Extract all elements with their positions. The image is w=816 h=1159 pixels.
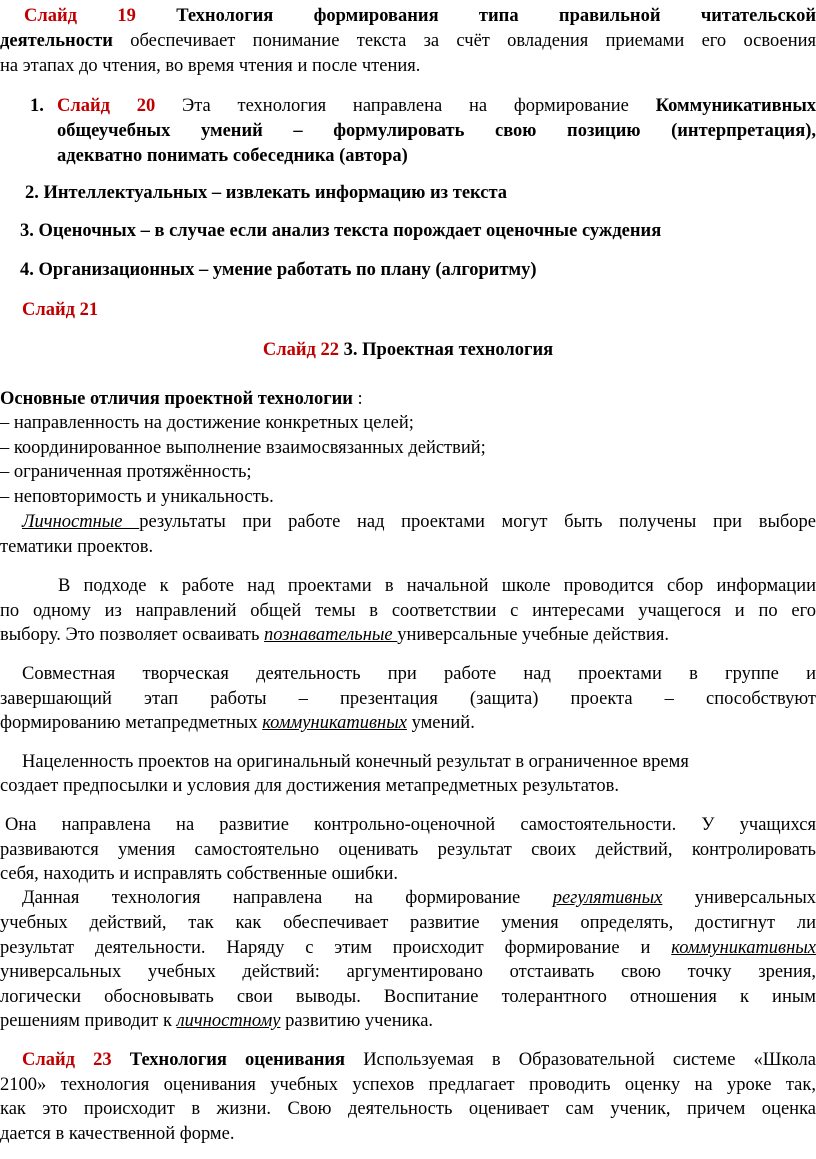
text-run: Технология формирования типа правильной читательской [176,6,816,26]
text-run: универсальных учебных действий: аргументировано отстаивать свою точку зрения, [0,962,816,982]
text-run: учебных действий, так как обеспечивает развитие умения определять, достигнут ли [0,913,816,933]
text-line [0,711,475,736]
text-run: – ограниченная протяжённость; [0,462,252,482]
text-run: развитию ученика. [280,1011,434,1031]
text-run: Совместная творческая деятельность при работе над проектами в группе и [22,664,816,684]
text-run: обеспечивает понимание текста за счёт овладения приемами его освоения [130,31,816,51]
text-run: Технология оценивания [111,1050,346,1070]
text-line [0,623,669,648]
text-run: дается в качественной форме. [0,1124,235,1144]
text-line [0,29,816,54]
text-run: формированию метапредметных [0,713,263,733]
text-line [0,460,252,485]
text-run: по одному из направлений общей темы в соответствии с интересами учащегося и по его [0,601,816,621]
text-line [0,911,816,936]
text-run: Эта технология направлена на формирование [182,96,629,116]
text-run: логически обосновывать свои выводы. Воспитание толерантного отношения к иным [0,987,816,1007]
text-run: тематики проектов. [0,537,154,557]
text-run: 3. Проектная технология [339,340,554,360]
text-line [57,94,816,119]
text-run: Коммуникативных [655,96,816,116]
text-line [0,774,619,799]
text-run: универсальных [662,888,816,908]
text-line [22,750,689,775]
text-line [57,144,408,169]
text-line [57,119,816,144]
text-line [0,1097,816,1122]
text-line [0,54,420,79]
text-line [0,960,816,985]
text-line [0,411,414,436]
text-run: завершающий этап работы – презентация (защита) проекта – способствуют [0,689,816,709]
text-run: результат деятельности. Наряду с этим происходит формирование и [0,938,672,958]
text-line [25,181,507,206]
text-line [20,219,661,244]
text-line [0,338,816,363]
text-run: Личностные [22,512,140,532]
text-run: деятельности [0,31,113,51]
text-run: – координированное выполнение взаимосвязанных действий; [0,438,486,458]
text-run: регулятивных [552,888,663,908]
text-run: себя, находить и исправлять собственные ошибки. [0,864,398,884]
text-line [30,94,44,119]
text-run: коммуникативных [262,713,407,733]
text-line [22,1048,816,1073]
text-run: – направленность на достижение конкретных целей; [0,413,414,433]
text-line [5,813,816,838]
text-run: Основные отличия проектной технологии [0,389,353,409]
text-run: 1. [30,96,44,116]
text-line [22,298,98,323]
text-line [0,687,816,712]
text-line [22,662,816,687]
text-run: 2. Интеллектуальных – извлекать информацию из текста [25,183,508,203]
text-line [24,4,816,29]
text-line [20,258,537,283]
text-line [0,535,153,560]
text-line [0,985,816,1010]
text-line [0,599,816,624]
slide-label: Слайд 20 [57,96,156,116]
text-line [0,387,363,412]
text-run: создает предпосылки и условия для достижения метапредметных результатов. [0,776,619,796]
text-run: выбору. Это позволяет осваивать [0,625,265,645]
text-line [58,574,816,599]
text-run: решениям приводит к [0,1011,177,1031]
text-run: личностному [176,1011,281,1031]
text-run: – неповторимость и уникальность. [0,487,274,507]
text-run: 2100» технология оценивания учебных успехов предлагает проводить оценку на уроке так, [0,1075,816,1095]
text-run: адекватно понимать собеседника (автора) [57,146,408,166]
text-line [0,838,816,863]
slide-label: Слайд 22 [262,340,340,360]
text-run: : [352,389,363,409]
text-run: Используемая в Образовательной системе «Школа [345,1050,816,1070]
slide-label: Слайд 23 [22,1050,112,1070]
text-line [0,936,816,961]
text-line [0,1122,234,1147]
text-run: развиваются умения самостоятельно оценивать результат своих действий, контролировать [0,840,816,860]
text-run: Данная технология направлена на формирование [22,888,553,908]
text-line [0,862,398,887]
text-run: В подходе к работе над проектами в начальной школе проводится сбор информации [58,576,816,596]
text-run: познавательные [264,625,398,645]
text-run: общеучебных умений – формулировать свою позицию (интерпретация), [57,121,816,141]
text-run: результаты при работе над проектами могут быть получены при выборе [139,512,816,532]
text-line [0,1009,433,1034]
text-run: Нацеленность проектов на оригинальный конечный результат в ограниченное время [22,752,689,772]
slide-label: Слайд 21 [22,300,99,320]
text-run: 4. Организационных – умение работать по плану (алгоритму) [20,260,537,280]
text-run: умений. [406,713,475,733]
text-line [22,510,816,535]
text-line [0,436,486,461]
text-run: как это происходит в жизни. Свою деятельность оценивает сам ученик, причем оценка [0,1099,816,1119]
text-run: универсальные учебные действия. [397,625,669,645]
text-line [0,485,274,510]
text-line [22,886,816,911]
text-run: коммуникативных [671,938,816,958]
text-run: на этапах до чтения, во время чтения и после чтения. [0,56,421,76]
text-run: 3. Оценочных – в случае если анализ текста порождает оценочные суждения [20,221,662,241]
slide-label: Слайд 19 [24,6,136,26]
text-line [0,1073,816,1098]
text-run: Она направлена на развитие контрольно-оценочной самостоятельности. У учащихся [5,815,816,835]
